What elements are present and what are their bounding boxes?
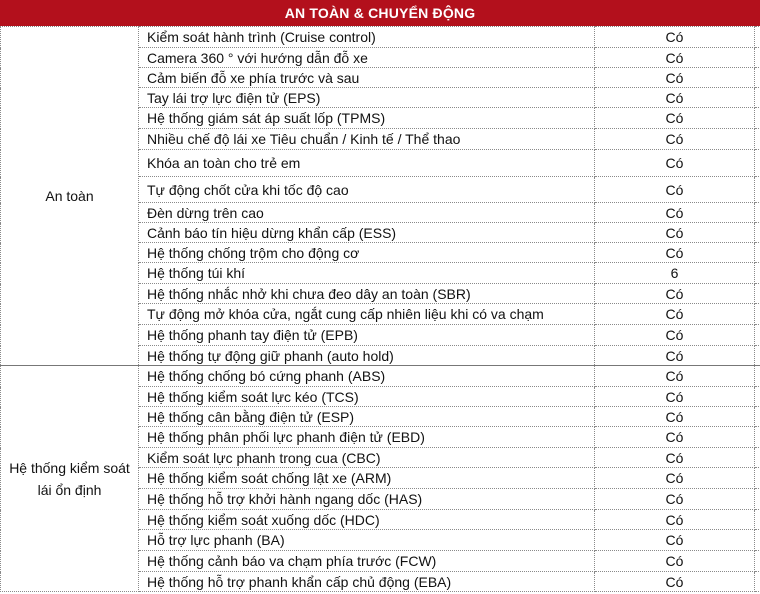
- value-cell: Có: [595, 203, 755, 223]
- feature-cell: Hệ thống nhắc nhở khi chưa đeo dây an toàn (SBR): [139, 284, 595, 304]
- feature-cell: Tay lái trợ lực điện tử (EPS): [139, 88, 595, 108]
- value-cell: Có: [595, 129, 755, 150]
- row-end-spacer: [755, 510, 760, 530]
- row-end-spacer: [755, 27, 760, 48]
- feature-cell: Cảnh báo tín hiệu dừng khẩn cấp (ESS): [139, 223, 595, 243]
- value-cell: Có: [595, 551, 755, 572]
- section-header: AN TOÀN & CHUYỂN ĐỘNG: [0, 0, 760, 26]
- value-cell: Có: [595, 284, 755, 304]
- value-cell: Có: [595, 530, 755, 551]
- row-end-spacer: [755, 177, 760, 203]
- row-end-spacer: [755, 366, 760, 387]
- feature-cell: Hệ thống túi khí: [139, 263, 595, 284]
- value-cell: Có: [595, 346, 755, 366]
- value-cell: Có: [595, 177, 755, 203]
- value-cell: Có: [595, 448, 755, 468]
- feature-cell: Tự động chốt cửa khi tốc độ cao: [139, 177, 595, 203]
- value-cell: Có: [595, 48, 755, 68]
- value-cell: Có: [595, 407, 755, 427]
- group-label: Hệ thống kiểm soát lái ổn định: [1, 366, 139, 592]
- value-cell: Có: [595, 68, 755, 88]
- value-cell: 6: [595, 263, 755, 284]
- row-end-spacer: [755, 427, 760, 448]
- row-end-spacer: [755, 203, 760, 223]
- row-end-spacer: [755, 150, 760, 177]
- value-cell: Có: [595, 88, 755, 108]
- value-cell: Có: [595, 427, 755, 448]
- value-cell: Có: [595, 150, 755, 177]
- spec-table: [0, 26, 760, 592]
- value-cell: Có: [595, 468, 755, 489]
- row-end-spacer: [755, 263, 760, 284]
- group-label: An toàn: [1, 27, 139, 366]
- row-end-spacer: [755, 551, 760, 572]
- value-cell: Có: [595, 304, 755, 325]
- value-cell: Có: [595, 325, 755, 346]
- feature-cell: Hệ thống tự động giữ phanh (auto hold): [139, 346, 595, 366]
- feature-cell: Hệ thống hỗ trợ khởi hành ngang dốc (HAS): [139, 489, 595, 510]
- value-cell: Có: [595, 572, 755, 592]
- value-cell: Có: [595, 489, 755, 510]
- row-end-spacer: [755, 68, 760, 88]
- row-end-spacer: [755, 407, 760, 427]
- row-end-spacer: [755, 223, 760, 243]
- value-cell: Có: [595, 243, 755, 263]
- feature-cell: Hệ thống kiểm soát lực kéo (TCS): [139, 387, 595, 407]
- feature-cell: Khóa an toàn cho trẻ em: [139, 150, 595, 177]
- feature-cell: Camera 360 ° với hướng dẫn đỗ xe: [139, 48, 595, 68]
- value-cell: Có: [595, 223, 755, 243]
- feature-cell: Tự động mở khóa cửa, ngắt cung cấp nhiên liệu khi có va chạm: [139, 304, 595, 325]
- row-end-spacer: [755, 129, 760, 150]
- row-end-spacer: [755, 468, 760, 489]
- feature-cell: Hệ thống giám sát áp suất lốp (TPMS): [139, 108, 595, 129]
- value-cell: Có: [595, 27, 755, 48]
- feature-cell: Hệ thống phanh tay điện tử (EPB): [139, 325, 595, 346]
- feature-cell: Đèn dừng trên cao: [139, 203, 595, 223]
- value-cell: Có: [595, 387, 755, 407]
- row-end-spacer: [755, 108, 760, 129]
- feature-cell: Hệ thống kiểm soát chống lật xe (ARM): [139, 468, 595, 489]
- row-end-spacer: [755, 530, 760, 551]
- row-end-spacer: [755, 489, 760, 510]
- feature-cell: Kiểm soát lực phanh trong cua (CBC): [139, 448, 595, 468]
- row-end-spacer: [755, 448, 760, 468]
- row-end-spacer: [755, 243, 760, 263]
- feature-cell: Nhiều chế độ lái xe Tiêu chuẩn / Kinh tế / Thể thao: [139, 129, 595, 150]
- feature-cell: Hệ thống phân phối lực phanh điện tử (EBD): [139, 427, 595, 448]
- row-end-spacer: [755, 304, 760, 325]
- table-row: [1, 27, 760, 48]
- row-end-spacer: [755, 572, 760, 592]
- feature-cell: Kiểm soát hành trình (Cruise control): [139, 27, 595, 48]
- value-cell: Có: [595, 108, 755, 129]
- feature-cell: Hệ thống hỗ trợ phanh khẩn cấp chủ động (EBA): [139, 572, 595, 592]
- table-row: [1, 366, 760, 387]
- feature-cell: Hệ thống chống trộm cho động cơ: [139, 243, 595, 263]
- value-cell: Có: [595, 510, 755, 530]
- feature-cell: Hệ thống kiểm soát xuống dốc (HDC): [139, 510, 595, 530]
- value-cell: Có: [595, 366, 755, 387]
- row-end-spacer: [755, 284, 760, 304]
- feature-cell: Hệ thống cảnh báo va chạm phía trước (FCW): [139, 551, 595, 572]
- feature-cell: Hệ thống chống bó cứng phanh (ABS): [139, 366, 595, 387]
- row-end-spacer: [755, 387, 760, 407]
- feature-cell: Hỗ trợ lực phanh (BA): [139, 530, 595, 551]
- row-end-spacer: [755, 48, 760, 68]
- feature-cell: Cảm biến đỗ xe phía trước và sau: [139, 68, 595, 88]
- row-end-spacer: [755, 325, 760, 346]
- feature-cell: Hệ thống cân bằng điện tử (ESP): [139, 407, 595, 427]
- row-end-spacer: [755, 88, 760, 108]
- row-end-spacer: [755, 346, 760, 366]
